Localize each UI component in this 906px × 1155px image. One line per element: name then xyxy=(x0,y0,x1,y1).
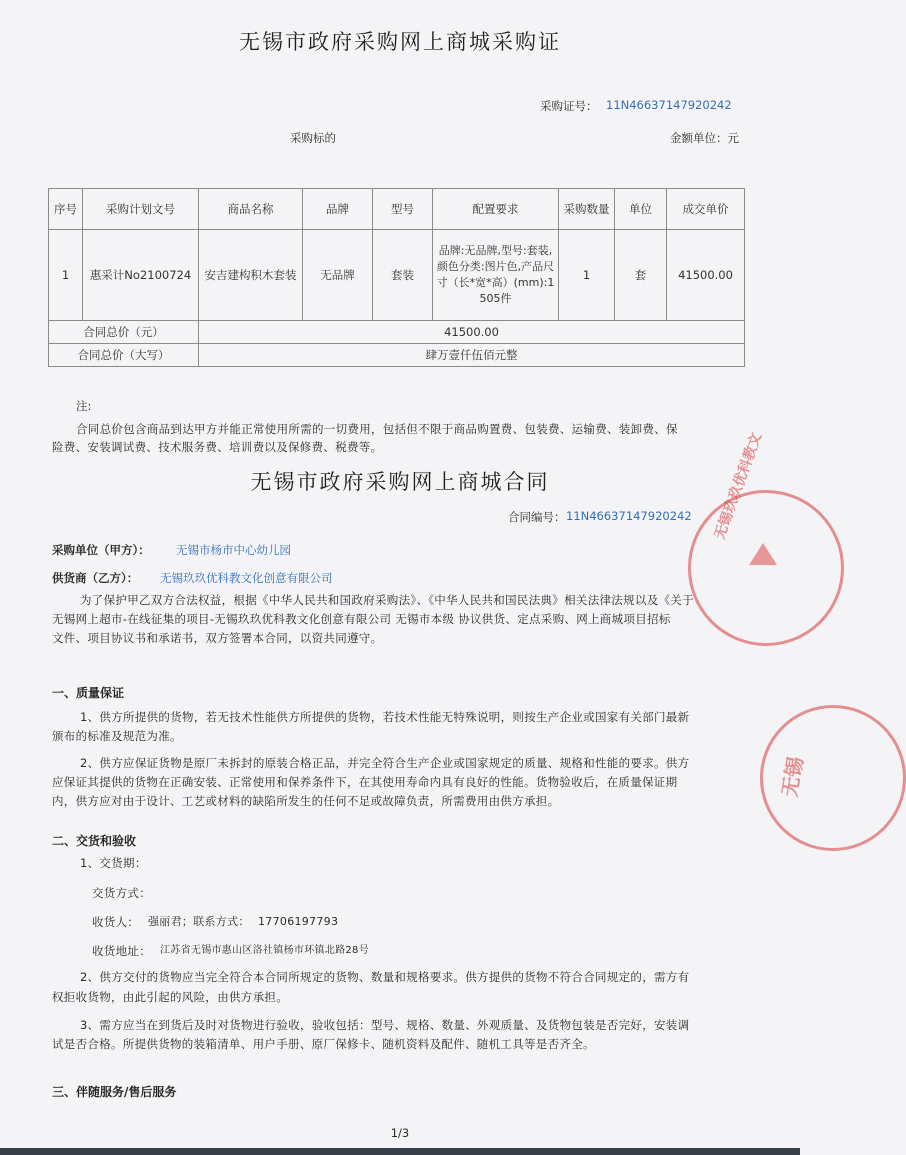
seal-text-2: 无锡 xyxy=(777,754,808,799)
second-seal-stamp xyxy=(760,705,906,851)
company-seal-stamp xyxy=(688,430,844,646)
col-header-brand: 品牌 xyxy=(303,189,373,230)
col-header-qty: 采购数量 xyxy=(559,189,615,230)
total-upper-label: 合同总价（大写） xyxy=(49,344,199,367)
section-1-p1-line-1: 1、供方所提供的货物，若无技术性能供方所提供的货物，若技术性能无特殊说明，则按生产企业或国家有关部门最新 xyxy=(80,710,690,724)
intro-line-2: 无锡网上超市-在线征集的项目-无锡玖玖优科教文化创意有限公司 无锡市本级 协议供货、定点采购、网上商城项目招标 xyxy=(52,612,671,626)
cell-product: 安吉建构积木套装 xyxy=(199,230,303,321)
section-2-p2-line-1: 2、供方交付的货物应当完全符合本合同所规定的货物、数量和规格要求。供方提供的货物不符合合同规定的，需方有 xyxy=(80,970,690,984)
receiver-value: 强丽君；联系方式： xyxy=(148,915,250,928)
star-icon xyxy=(749,543,777,565)
page-number: 1/3 xyxy=(390,1126,410,1140)
buyer-name: 无锡市杨市中心幼儿园 xyxy=(176,543,291,557)
cert-no-value: 11N46637147920242 xyxy=(606,98,732,112)
col-header-product: 商品名称 xyxy=(199,189,303,230)
col-header-model: 型号 xyxy=(373,189,433,230)
section-1-p2-line-1: 2、供方应保证货物是原厂未拆封的原装合格正品，并完全符合生产企业或国家规定的质量、规格和性能的要求。供方 xyxy=(80,756,690,770)
address-value: 江苏省无锡市惠山区洛社镇杨市环镇北路28号 xyxy=(160,945,370,956)
amount-unit-label: 金额单位：元 xyxy=(670,131,739,145)
address-label: 收货地址： xyxy=(92,944,151,958)
scan-bottom-edge xyxy=(0,1148,800,1155)
section-2-p3-line-2: 试是否合格。所提供货物的装箱清单、用户手册、原厂保修卡、随机资料及配件、随机工具等是否齐全。 xyxy=(52,1037,595,1051)
total-row xyxy=(49,321,745,344)
col-header-unit: 单位 xyxy=(615,189,667,230)
total-upper-value: 肆万壹仟伍佰元整 xyxy=(199,344,745,367)
col-header-seq: 序号 xyxy=(49,189,83,230)
intro-line-1: 为了保护甲乙双方合法权益，根据《中华人民共和国政府采购法》、《中华人民共和国民法典》相关法律法规以及《关于 xyxy=(80,593,694,607)
col-header-plan-no: 采购计划文号 xyxy=(83,189,199,230)
section-3-title: 三、伴随服务/售后服务 xyxy=(52,1085,177,1099)
supplier-name: 无锡玖玖优科教文化创意有限公司 xyxy=(160,571,333,585)
note-label: 注: xyxy=(76,399,92,413)
col-header-config: 配置要求 xyxy=(433,189,559,230)
contract-no-value: 11N46637147920242 xyxy=(566,509,692,523)
section-2-p2-line-2: 权拒收货物，由此引起的风险，由供方承担。 xyxy=(52,990,288,1004)
total-value: 41500.00 xyxy=(199,321,745,344)
total-upper-row xyxy=(49,344,745,367)
section-1-title: 一、质量保证 xyxy=(52,686,125,700)
cell-qty: 1 xyxy=(559,230,615,321)
buyer-label: 采购单位（甲方）： xyxy=(52,543,150,557)
col-header-price: 成交单价 xyxy=(667,189,745,230)
section-1-p2-line-2: 应保证其提供的货物在正确安装、正常使用和保养条件下，在其使用寿命内具有良好的性能。货物验收后，在质量保证期 xyxy=(52,775,678,789)
cert-no-label: 采购证号： xyxy=(540,99,598,113)
certificate-title: 无锡市政府采购网上商城采购证 xyxy=(239,30,561,54)
delivery-method: 交货方式： xyxy=(92,886,151,900)
seal-text-1: 无锡玖玖优科教文 xyxy=(711,430,766,542)
contract-title: 无锡市政府采购网上商城合同 xyxy=(250,470,550,494)
supplier-label: 供货商（乙方）： xyxy=(52,571,139,585)
section-2-p3-line-1: 3、需方应当在到货后及时对货物进行验收，验收包括：型号、规格、数量、外观质量、及货物包装是否完好，安装调 xyxy=(80,1018,690,1032)
total-label: 合同总价（元） xyxy=(49,321,199,344)
table-row xyxy=(49,230,745,321)
section-2-title: 二、交货和验收 xyxy=(52,834,137,848)
cell-seq: 1 xyxy=(49,230,83,321)
cell-plan-no: 惠采计No2100724 xyxy=(83,230,199,321)
table-header-row xyxy=(49,189,745,230)
receiver-label: 收货人： xyxy=(92,915,140,929)
cell-price: 41500.00 xyxy=(667,230,745,321)
delivery-period: 1、交货期： xyxy=(80,856,147,870)
note-text-line-2: 险费、安装调试费、技术服务费、培训费以及保修费、税费等。 xyxy=(52,440,383,454)
cell-model: 套装 xyxy=(373,230,433,321)
subject-label: 采购标的 xyxy=(290,131,336,145)
section-1-p2-line-3: 内，供方应对由于设计、工艺或材料的缺陷所发生的任何不足或故障负责，所需费用由供方承担。 xyxy=(52,794,560,808)
contract-no-label: 合同编号： xyxy=(508,510,566,524)
cell-unit: 套 xyxy=(615,230,667,321)
intro-line-3: 文件、项目协议书和承诺书，双方签署本合同，以资共同遵守。 xyxy=(52,631,383,645)
procurement-table xyxy=(48,188,745,367)
note-text-line-1: 合同总价包含商品到达甲方并能正常使用所需的一切费用，包括但不限于商品购置费、包装费、运输费、装卸费、保 xyxy=(76,422,678,436)
cell-brand: 无品牌 xyxy=(303,230,373,321)
cell-config: 品牌:无品牌,型号:套装,颜色分类:图片色,产品尺寸（长*宽*高）(mm):1505件 xyxy=(433,230,559,321)
section-1-p1-line-2: 颁布的标准及规范为准。 xyxy=(52,729,182,743)
receiver-phone: 17706197793 xyxy=(258,915,339,928)
